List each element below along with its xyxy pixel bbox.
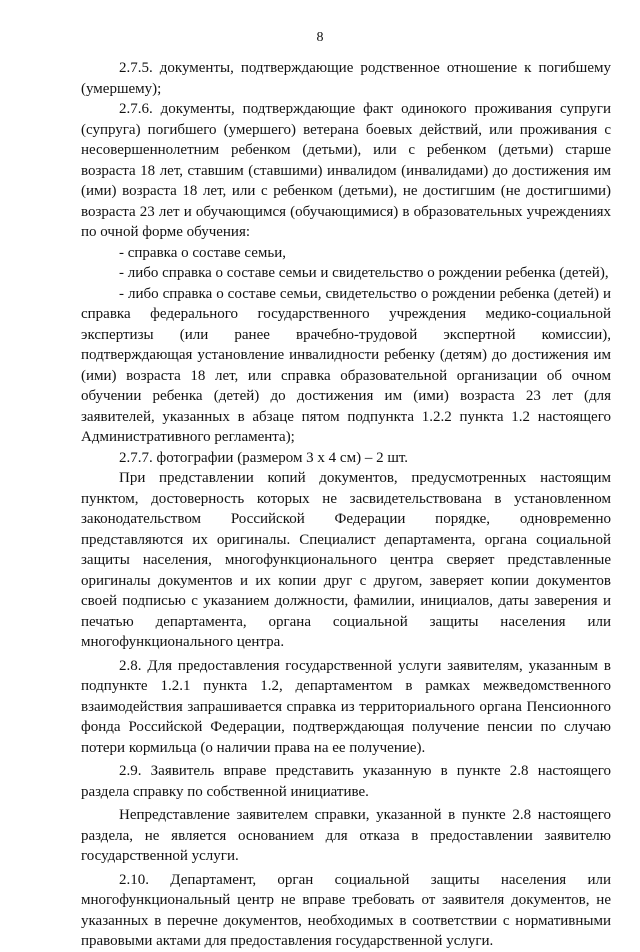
paragraph-non-submission: Непредставление заявителем справки, указанной в пункте 2.8 настоящего раздела, не является основанием для отказа в предоставлении заявителю государственной услуги. [81, 807, 611, 864]
paragraph-2-8: 2.8. Для предоставления государственной услуги заявителям, указанным в подпункте 1.2.1 пункта 1.2, департаментом в рамках межведомственного взаимодействия запрашивается справка из территориального органа Пенсионного фонда Российской Федерации, подтверждающая получение пенсии по случаю потери кормильца (о наличии права на ее получение). [81, 657, 611, 756]
list-item-disability-certificate: - либо справка о составе семьи, свидетельство о рождении ребенка (детей) и справка федерального государственного учреждения медико-социальной экспертизы (или ранее врачебно-трудовой экспертной комиссии), подтверждающая установление инвалидности ребенку (детям) до достижения им (ими) возраста 18 лет, или справка образовательной организации об очном обучении ребенка (детей) до достижения им (ими) возраста 23 лет (для заявителей, указанных в абзаце пятом подпункта 1.2.2 пункта 1.2 настоящего Административного регламента); [81, 285, 611, 445]
paragraph-copies: При представлении копий документов, предусмотренных настоящим пунктом, достоверность которых не засвидетельствована в установленном законодательством Российской Федерации порядке, одновременно представляются их оригиналы. Специалист департамента, органа социальной защиты населения, многофункционального центра сверяет представленные оригиналы документов и их копии друг с другом, заверяет копии документов своей подписью с указанием должности, фамилии, инициалов, даты заверения и печатью департамента, органа социальной защиты населения или многофункционального центра. [81, 470, 611, 650]
document-body [81, 58, 611, 952]
paragraph-2-9: 2.9. Заявитель вправе представить указанную в пункте 2.8 настоящего раздела справку по собственной инициативе. [81, 763, 611, 800]
paragraph-2-7-5: 2.7.5. документы, подтверждающие родственное отношение к погибшему (умершему); [81, 60, 611, 97]
paragraph-2-10: 2.10. Департамент, орган социальной защиты населения или многофункциональный центр не вправе требовать от заявителя документов, не указанных в перечне документов, необходимых в соответствии с нормативными правовыми актами для предоставления государственной услуги. [81, 871, 611, 949]
paragraph-2-7-6: 2.7.6. документы, подтверждающие факт одинокого проживания супруги (супруга) погибшего (умершего) ветерана боевых действий, или проживания с несовершеннолетним ребенком (детьми), или с ребенком (детьми) старше возраста 18 лет, ставшим (ставшими) инвалидом (инвалидами) до достижения им (ими) возраста 18 лет, или с ребенком (детьми), не достигшим (не достигшими) возраста 23 лет и обучающимся (обучающимися) в образовательных учреждениях по очной форме обучения: [81, 101, 611, 240]
page-number: 8 [316, 30, 324, 45]
paragraph-2-7-7: 2.7.7. фотографии (размером 3 х 4 см) – 2 шт. [119, 449, 409, 466]
list-item-family-and-birth-certificate: - либо справка о составе семьи и свидетельство о рождении ребенка (детей), [119, 265, 609, 281]
list-item-family-certificate: - справка о составе семьи, [119, 244, 286, 261]
